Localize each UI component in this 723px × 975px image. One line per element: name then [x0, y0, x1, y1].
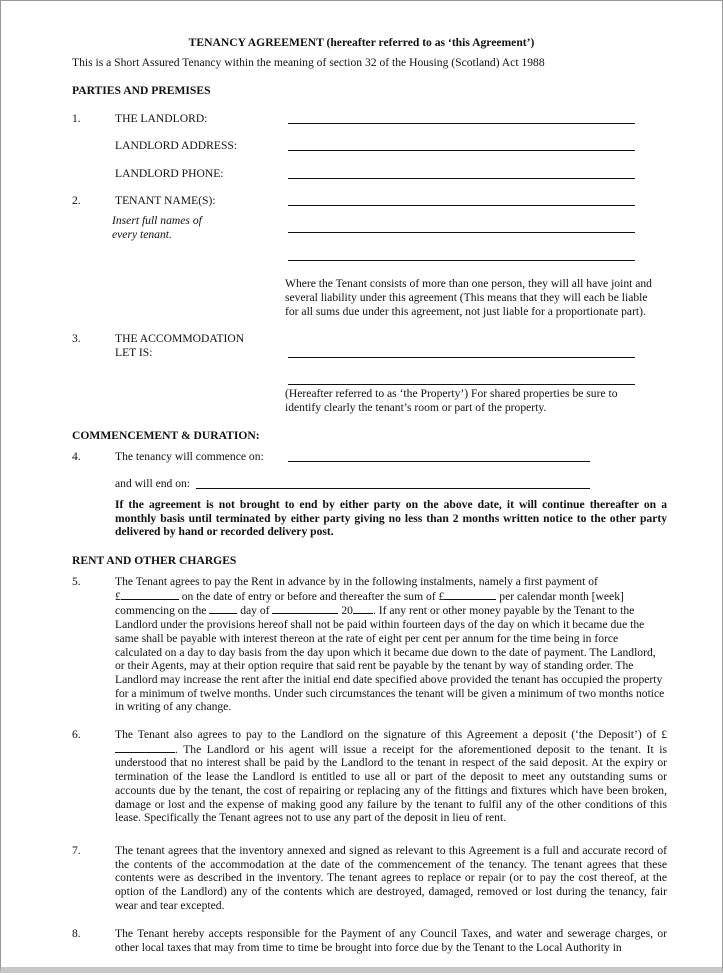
section-heading-commencement: COMMENCEMENT & DURATION: [72, 429, 260, 442]
section-heading-rent: RENT AND OTHER CHARGES [72, 554, 237, 567]
clause-number: 1. [72, 112, 81, 125]
clause-text: on the date of entry or before and thereafter the sum of £ [178, 589, 445, 603]
month-field[interactable] [272, 603, 338, 614]
clause-text: Landlord under the provisions hereof shall not be paid within fourteen days of the day on which it became due the same shall be payable with interest thereon at the rate of eight per cent per annum for the time being in force calculated on a day to day basis from the day upon which it became due down to the date of payment. The Landlord, or their Agents, may at their option require that said rent be payable by the tenant by way of standing order. The Landlord may increase the rent after the initial end date specified above provided the tenant has occupied the property for a minimum of twelve months. Under such circumstances the tenant will be given a minimum of two months notice in writing of any change. [115, 618, 665, 714]
clause-text: per calendar month [week] [496, 589, 624, 603]
clause-number: 4. [72, 450, 81, 463]
landlord-label: THE LANDLORD: [115, 112, 208, 125]
first-payment-field[interactable] [121, 589, 179, 600]
clause-text: . The Landlord or his agent will issue a receipt for the aforementioned deposit to the tenant. It is understood that no interest shall be paid by the Landlord to the tenant in respect of the said deposit. At the expiry or termination of the lease the Landlord is entitled to use all or part of the deposit to meet any outstanding sums or accounts due by the tenant, the cost of repairing or replacing any of the fittings and fixtures which have been broken, damage or lost and the expense of making good any failure by the tenant to fulfil any of the other conditions of this lease. Specifically the Tenant agrees not to use any part of the deposit in lieu of rent. [115, 742, 667, 825]
joint-liability-note: Where the Tenant consists of more than one person, they will all have joint and [285, 277, 652, 290]
clause-text: 20 [338, 604, 353, 618]
continuation-notice: If the agreement is not brought to end by either party on the above date, it will continue thereafter on a monthly basis until terminated by either party giving no less than 2 months written notice to the other party delivered by hand or recorded delivery post. [115, 498, 667, 539]
landlord-phone-label: LANDLORD PHONE: [115, 167, 224, 180]
accommodation-label: LET IS: [115, 346, 153, 359]
section-heading-parties: PARTIES AND PREMISES [72, 84, 211, 97]
monthly-rent-field[interactable] [444, 589, 496, 600]
clause-text: The Tenant also agrees to pay to the Landlord on the signature of this Agreement a deposit (‘the Deposit’) of £ [115, 728, 667, 741]
clause-text: . If any rent or other money payable by the Tenant to the [372, 604, 635, 618]
clause-number: 2. [72, 194, 81, 207]
clause-text: day of [237, 604, 273, 618]
clause-number: 3. [72, 332, 81, 345]
tenant-names-label: TENANT NAME(S): [115, 194, 216, 207]
joint-liability-note: several liability under this agreement (This means that they will each be liable [285, 291, 648, 304]
end-date-field[interactable] [196, 488, 590, 489]
clause-number: 7. [72, 844, 81, 857]
landlord-address-field[interactable] [288, 150, 635, 151]
tenant-hint: every tenant. [112, 228, 172, 241]
commence-date-field[interactable] [288, 461, 590, 462]
clause-6-text [115, 728, 667, 825]
clause-number: 8. [72, 927, 81, 940]
day-field[interactable] [209, 603, 237, 614]
accommodation-field[interactable] [288, 384, 635, 385]
accommodation-field[interactable] [288, 357, 635, 358]
document-title: TENANCY AGREEMENT (hereafter referred to as ‘this Agreement’) [188, 36, 535, 49]
landlord-field[interactable] [288, 123, 635, 124]
joint-liability-note: for all sums due under this agreement, not just liable for a proportionate part). [285, 305, 646, 318]
accommodation-label: THE ACCOMMODATION [115, 332, 245, 345]
landlord-phone-field[interactable] [288, 178, 635, 179]
clause-text: £ [115, 589, 121, 603]
tenant-hint: Insert full names of [112, 214, 202, 227]
clause-text: The Tenant agrees to pay the Rent in advance by in the following instalments, namely a first payment of [115, 575, 598, 588]
tenant-name-field[interactable] [288, 232, 635, 233]
clause-number: 6. [72, 728, 81, 741]
landlord-address-label: LANDLORD ADDRESS: [115, 139, 238, 152]
clause-8-text: The Tenant hereby accepts responsible for the Payment of any Council Taxes, and water and sewerage charges, or other local taxes that may from time to time be brought into force due by the Tenant to the Local Authority in [115, 927, 667, 954]
tenant-name-field[interactable] [288, 205, 635, 206]
clause-7-text: The tenant agrees that the inventory annexed and signed as relevant to this Agreement is a full and accurate record of the contents of the accommodation at the date of the commencement of the tenancy. The tenant agrees that these contents were as described in the inventory. The tenant agrees to replace or repair (or to pay the cost thereof, at the option of the Landlord) any of the contents which are destroyed, damaged, removed or lost during the tenancy, fair wear and tear excepted. [115, 844, 667, 912]
end-label: and will end on: [115, 477, 191, 490]
property-note: (Hereafter referred to as ‘the Property’) For shared properties be sure to [285, 387, 618, 400]
tenant-name-field[interactable] [288, 260, 635, 261]
clause-5-text [115, 575, 667, 714]
clause-text: commencing on the [115, 604, 210, 618]
year-field[interactable] [353, 603, 373, 614]
property-note: identify clearly the tenant’s room or part of the property. [285, 401, 547, 414]
clause-number: 5. [72, 575, 81, 588]
deposit-field[interactable] [115, 742, 175, 753]
document-subtitle: This is a Short Assured Tenancy within the meaning of section 32 of the Housing (Scotland) Act 1988 [72, 56, 545, 69]
commence-label: The tenancy will commence on: [115, 450, 264, 463]
